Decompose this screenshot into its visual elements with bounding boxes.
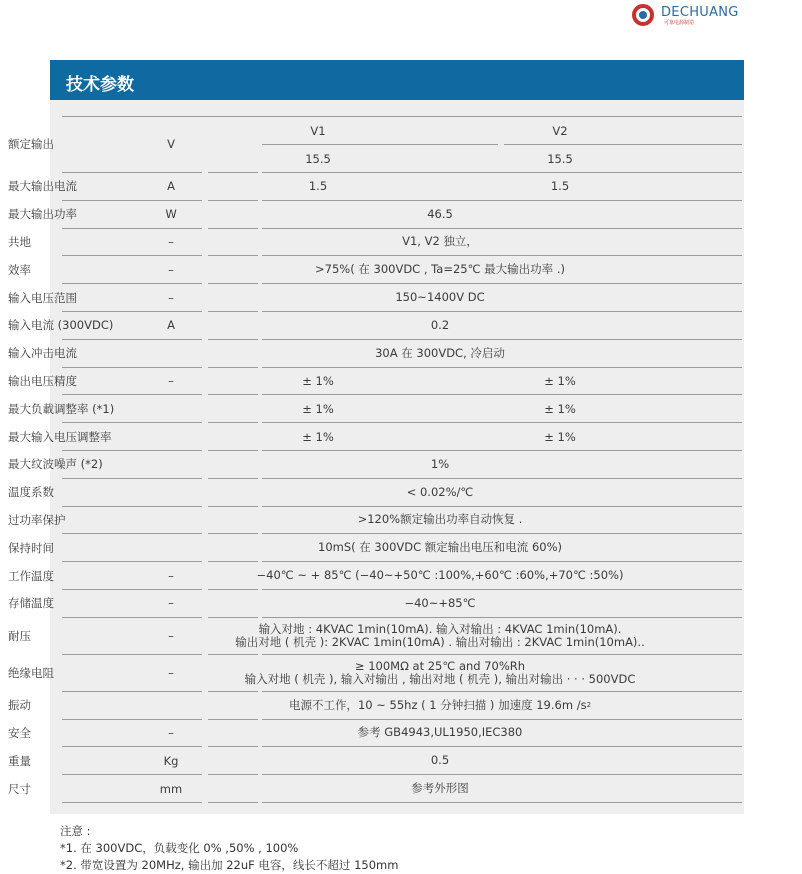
spec-value [200,618,680,654]
spec-unit [146,451,196,478]
spec-value-text: 参考 GB4943,UL1950,IEC380 [357,725,523,740]
spec-name: 工作温度 [8,568,54,583]
spec-name: 绝缘电阻 [8,665,54,680]
spec-value [200,692,680,719]
spec-value-text: 0.5 [430,753,450,768]
spec-value-text: 电源不工作，10 ~ 55hz ( 1 分钟扫描 ) 加速度 19.6m /s [288,697,587,712]
spec-value-v1: 15.5 [305,151,331,166]
spec-value [200,655,680,691]
spec-value-text: >75%( 在 300VDC , Ta=25℃ 最大输出功率 .) [315,262,565,277]
spec-name: 输入电流 (300VDC) [8,318,114,333]
spec-value [200,562,680,589]
column-v1-label: V1 [310,123,326,138]
spec-name: 输入电压范围 [8,290,77,305]
spec-unit: W [165,207,177,222]
spec-name: 共地 [8,234,31,249]
spec-unit: – [168,234,174,249]
spec-unit [146,395,196,422]
spec-value-text: < 0.02%/℃ [406,484,474,499]
note-item: *1. 在 300VDC，负载变化 0% ,50% , 100% [60,841,299,855]
row-divider [208,802,258,803]
spec-value [200,256,680,283]
spec-name: 安全 [8,725,31,740]
spec-name: 最大输出功率 [8,207,77,222]
spec-name: 过功率保护 [8,512,66,527]
spec-unit: – [168,725,174,740]
brand-subtitle: 可靠电源制造 [664,20,695,26]
spec-value-text: 0.2 [430,317,450,332]
spec-value [200,312,680,339]
spec-value-v2: ± 1% [544,401,576,416]
note-item: *2. 带宽设置为 20MHz, 输出加 22uF 电容，线长不超过 150mm [60,858,399,872]
spec-value [200,340,680,367]
spec-value-text: −40℃ ~ + 85℃ (−40~+50℃ :100%,+60℃ :60%,+70℃ :50%) [256,568,624,583]
spec-unit: mm [159,781,183,796]
spec-value-v1: 1.5 [308,179,328,194]
spec-name: 最大输出电流 [8,179,77,194]
spec-value-superscript: 2 [586,700,592,709]
spec-name: 最大纹波噪声 (*2) [8,457,103,472]
spec-name: 振动 [8,698,31,713]
spec-value-text: 150~1400V DC [395,290,485,305]
brand-name: DECHUANG [661,5,739,20]
spec-value-v1: ± 1% [302,429,334,444]
spec-value [200,534,680,561]
spec-unit: Kg [163,753,179,768]
spec-unit [146,479,196,506]
row-divider [62,802,202,803]
spec-name: 最大负載调整率 (*1) [8,401,115,416]
spec-value-v2: ± 1% [544,429,576,444]
spec-value-line: 输入对地 ( 机壳 ), 输入对输出 , 输出对地 ( 机壳 ), 输出对输出 · · · 500VDC [244,671,636,686]
spec-value [200,720,680,747]
brand-logo-icon [631,3,659,27]
spec-value-text: V1, V2 独立， [402,234,478,249]
spec-unit: – [168,568,174,583]
spec-value [200,284,680,311]
brand-logo [631,3,751,29]
spec-name: 额定输出 [8,137,54,151]
spec-unit: – [168,290,174,305]
spec-value [200,775,680,802]
spec-value [200,229,680,256]
spec-value-text: 参考外形图 [411,781,469,796]
spec-name: 重量 [8,753,31,768]
spec-unit: – [168,262,174,277]
column-v2-label: V2 [552,123,568,138]
spec-value-v2: 15.5 [547,151,573,166]
spec-unit: – [168,665,174,680]
section-header [50,60,744,100]
spec-value-text: >120%额定输出功率自动恢复 . [357,512,523,527]
spec-name: 最大输入电压调整率 [8,429,112,444]
spec-value-v2: ± 1% [544,373,576,388]
spec-unit: – [168,628,174,643]
spec-name: 耐压 [8,628,31,643]
spec-name: 效率 [8,262,31,277]
section-title: 技术参数 [66,75,134,95]
spec-unit: V [167,137,175,151]
notes-title: 注意 : [60,824,91,838]
spec-name: 存储温度 [8,596,54,611]
spec-value-line: 输入对地 : 4KVAC 1min(10mA). 输入对输出 : 4KVAC 1min(10mA). [258,621,622,636]
spec-value [200,507,680,534]
spec-name: 尺寸 [8,781,31,796]
spec-value-line: 输出对地 ( 机壳 ): 2KVAC 1min(10mA) . 输出对输出 : 2KVAC 1min(10mA).. [235,634,645,649]
spec-unit [146,340,196,367]
spec-name: 保持时间 [8,540,54,555]
spec-value-text: 10mS( 在 300VDC 额定输出电压和电流 60%) [318,540,562,555]
notes [60,823,398,874]
spec-name: 温度系数 [8,485,54,500]
spec-unit [146,692,196,719]
spec-unit: A [167,318,175,333]
spec-value [200,451,680,478]
spec-unit [146,507,196,534]
spec-unit [146,423,196,450]
spec-name: 输入冲击电流 [8,346,77,361]
spec-value [200,201,680,228]
spec-value [200,590,680,617]
spec-value-v1: ± 1% [302,373,334,388]
spec-value-text: 30A 在 300VDC, 冷启动 [375,345,505,360]
spec-unit: – [168,373,174,388]
spec-value [200,747,680,774]
row-divider [262,802,742,803]
spec-value-text: 46.5 [427,206,453,221]
spec-unit: A [167,179,175,194]
spec-value-text: 1% [430,456,450,471]
spec-value [200,479,680,506]
spec-value-v1: ± 1% [302,401,334,416]
spec-value-text: −40~+85℃ [404,595,476,610]
spec-name: 输出电压精度 [8,373,77,388]
spec-value-v2: 1.5 [550,179,570,194]
spec-unit [146,534,196,561]
spec-value-line: ≥ 100MΩ at 25℃ and 70%Rh [354,658,526,673]
spec-unit: – [168,596,174,611]
